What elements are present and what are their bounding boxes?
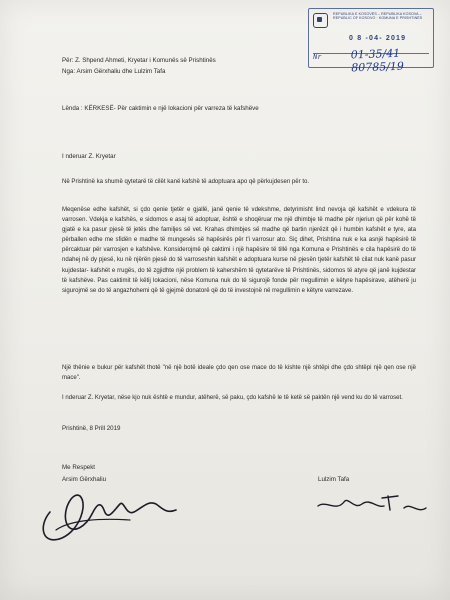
salutation: I nderuar Z. Kryetar xyxy=(62,153,116,160)
closing-phrase: Me Respekt xyxy=(62,464,96,471)
paragraph-3: Një thënie e bukur për kafshët thotë "në një botë ideale çdo qen ose mace do të kishte një shtëpi dhe çdo shtëpi një qen ose një mace". xyxy=(62,365,416,382)
handwritten-signature-left xyxy=(30,470,185,550)
paragraph-1: Në Prishtinë ka shumë qytetarë të cilët kanë kafshë të adoptuara apo që përkujdesen për to. xyxy=(62,179,310,185)
handwritten-signature-right xyxy=(312,484,430,524)
signer-right-name: Lulzim Tafa xyxy=(318,476,350,483)
signer-left-name: Arsim Gërxhaliu xyxy=(62,476,107,483)
stamp-number-label: Nr xyxy=(313,54,323,62)
stamp-organization: REPUBLIKA E KOSOVËS – REPUBLIKA KOSOVA – REPUBLIC OF KOSOVO · KOMUNA E PRISHTINËS xyxy=(333,12,423,21)
recipient-line: Për: Z. Shpend Ahmeti, Kryetar i Komunës së Prishtinës xyxy=(62,57,216,64)
paragraph-2: Meqenëse edhe kafshët, si çdo qenie tjetër e gjallë, janë qenie të vdekshme, detyrimisht lind nevoja që kafshët e vdekura të varrosen. Vdekja e kafshës, e sidomos e asaj të adoptuar, është e shoqëruar me një dhimbje të madhe për njeriun që për kohë të gjatë e ka pasur pjesë të jetës dhe familjes së vet. Krahas dhimbjes së madhe që bartin njerëzit që i humbin kafshët e tyre, ata përballen edhe me sfidën e madhe të mungesës së hapësirës për t'i varrosur ato. Siç dihet, Prishtina nuk e ka asnjë hapësirë të përcaktuar për varrosjen e kafshëve. Konsiderojmë që caktimi i një hapësire të tillë nga Komuna e Prishtinës e cila hapësirë do të ndahej në dy pjesë, ku në njërën pjesë do të varroseshin kafshët e adoptuara kurse në pjesën tjetër kafshët të cilat nuk kanë pasur kujdestar- kafshët e rrugës, do të zgjidhte një problem të kahershëm të qytetarëve të Prishtinës, sidomos të atyre që janë kujdestar të kafshëve. Pas caktimit të këtij lokacioni, nëse Komuna nuk do të sigurojë fonde për rregullimin e këtyre hapësirave, atëherë ju sigurojmë se do të angazhohemi që të gjejmë donatorë që do të investojnë në rregullimin e këtyre varrezave. xyxy=(62,207,416,294)
stamp-handwritten-number: 01-35/41 80785/19 xyxy=(350,46,405,75)
sender-line: Nga: Arsim Gërxhaliu dhe Lulzim Tafa xyxy=(62,68,166,75)
stamp-date: 0 8 -04- 2019 xyxy=(349,35,407,42)
place-and-date: Prishtinë, 8 Prill 2019 xyxy=(62,425,121,432)
subject-line: Lënda : KËRKESË- Për caktimin e një lokacioni për varreza të kafshëve xyxy=(62,105,259,112)
paragraph-4: I nderuar Z. Kryetar, nëse kjo nuk është e mundur, atëherë, së paku, çdo kafshë le të ketë së paktën një vend ku do të varroset. xyxy=(62,395,403,401)
registry-stamp xyxy=(308,8,434,75)
coat-of-arms-icon xyxy=(313,13,328,28)
